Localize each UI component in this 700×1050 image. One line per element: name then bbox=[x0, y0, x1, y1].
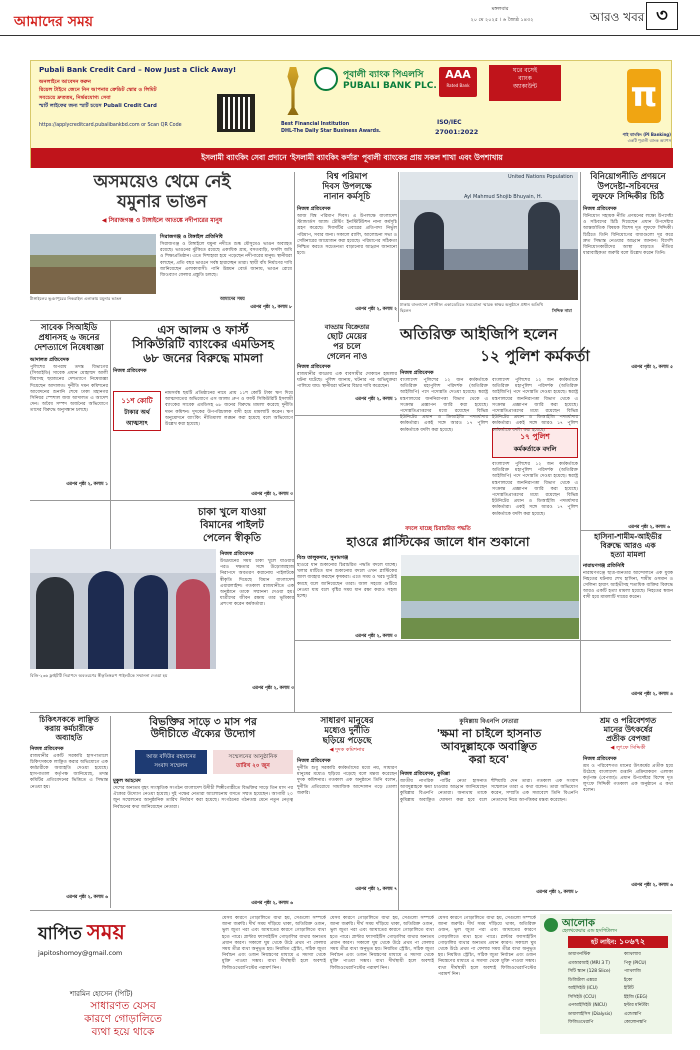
article-body: জাতীয় নাগরিক পার্টির নেতা হাসনাত আবদুল্লাহকে ক্ষমা চাওয়ার আহ্বান জানিয়েছেন কুমিল্লার বিএনপি নেতারা। অন্যথায় তাকে কুমিল্লায় অবাঞ্ছিত ঘোষণা করা হবে বলে হুঁশিয়ারি দেন তারা। গতকাল এক সংবাদ সম্মেলনে তারা এ কথা বলেন। তারা অভিযোগ করেন, সম্প্রতি এক সমাবেশে তিনি বিএনপি নেতাদের নিয়ে আপত্তিকর মন্তব্য করেছেন। bbox=[400, 778, 578, 803]
headline-3: লুফফে সিদ্দিকীর চিঠি bbox=[592, 192, 664, 203]
continued-label[interactable]: এরপর পৃষ্ঠা ২, কলাম ১ bbox=[66, 482, 108, 488]
service-item: ইকো bbox=[624, 977, 633, 983]
bank-emblem-icon bbox=[314, 67, 338, 91]
subheadline-text: সিরাজগঞ্জ ও টাঙ্গাইলে আতঙ্কে নদীপারের মানুষ bbox=[108, 217, 223, 225]
headline-3: ৬৮ জনের বিরুদ্ধে মামলা bbox=[143, 351, 263, 366]
headline: বিভক্তির সাড়ে ৩ মাস পর bbox=[149, 716, 257, 728]
photo-haor-field[interactable] bbox=[401, 555, 579, 639]
article-body: শ্রম ও পরিবেশগত মানের উৎকর্ষের প্রতীক হয়ে উঠেছে বাংলাদেশ রপ্তানি প্রক্রিয়াকরণ এলাকা কর্তৃপক্ষ (বেপজা)। প্রধান উপদেষ্টার বিশেষ দূত লুৎফে সিদ্দিকী গতকাল এক অনুষ্ঠানে এ কথা বলেন। bbox=[583, 763, 673, 794]
article-body: বাংলাদেশ পুলিশের ১২ জন কর্মকর্তাকে অতিরিক্ত মহাপুলিশ পরিদর্শক (অতিরিক্ত আইজিপি) পদে পদোন্নতি দেওয়া হয়েছে। স্বরাষ্ট্র মন্ত্রণালয়ের জননিরাপত্তা বিভাগ থেকে এ সংক্রান্ত প্রজ্ঞাপন জারি করা হয়েছে। পদোন্নতিপ্রাপ্তদের মধ্যে রয়েছেন বিভিন্ন ইউনিটের প্রধান ও ডিআইজি পদমর্যাদার কর্মকর্তারা। একই সঙ্গে আরও ১৭ পুলিশ কর্মকর্তাকে বদলি করা হয়েছে। bbox=[400, 378, 488, 433]
ad-award-1: Best Financial Institution bbox=[281, 122, 350, 127]
info-line-1: আজ বদিউর রহমানের bbox=[146, 754, 196, 760]
subheadline: ◀ লুৎফে সিদ্দিকী bbox=[610, 744, 646, 751]
service-item: প্যাথলজি bbox=[624, 969, 641, 974]
ad-url[interactable]: https://applycreditcard.pubalibankbd.com or Scan QR Code bbox=[39, 123, 182, 128]
photo-pilot[interactable] bbox=[30, 549, 216, 669]
continued-label[interactable]: এরপর পৃষ্ঠা ২, কলাম ১ bbox=[355, 396, 397, 402]
headline-3: পর চলে bbox=[333, 341, 361, 352]
headline-2: উদীচীতে ঐক্যের উদ্যোগ bbox=[150, 728, 256, 741]
headline-4: গেলেন নাও bbox=[326, 351, 368, 362]
headline-2: যমুনার ভাঙন bbox=[117, 192, 207, 213]
article-body: পুলিশের অপরাধ তদন্ত বিভাগের (সিআইডি) সাবেক প্রধান মোহাম্মদ আলী মিয়াসহ ছয়জনের দেশত্যাগে নিষেধাজ্ঞা দিয়েছেন আদালত। দুর্নীতি দমন কমিশনের আবেদনের শুনানি শেষে ঢাকা মহানগর সিনিয়র স্পেশাল জজ আদালত এ আদেশ দেন। অবৈধ সম্পদ অর্জনের অভিযোগে তাদের বিরুদ্ধে অনুসন্ধান চলছে। bbox=[30, 365, 108, 414]
byline: নারায়ণগঞ্জ প্রতিনিধি bbox=[583, 562, 625, 569]
service-item: ডায়ালাইসিস (Dialysis) bbox=[568, 1011, 612, 1017]
article-photo-un[interactable] bbox=[400, 172, 578, 322]
continued-label[interactable]: এরপর পৃষ্ঠা ২, কলাম ৮ bbox=[250, 305, 292, 310]
service-item: এন্ডোস্কপি bbox=[624, 1011, 642, 1017]
ad-bullet: স্মার্ট লাইফের জন্য স্মার্ট চয়েস Pubali Credit Card bbox=[39, 103, 157, 109]
continued-label[interactable]: এরপর পৃষ্ঠা ২, কলাম ৮ bbox=[536, 889, 578, 895]
service-item: এনআইসিইউ (NICU) bbox=[568, 1003, 607, 1008]
promo-line-3: অ্যাকাউন্ট bbox=[512, 83, 537, 90]
info-line-2: সংবাদ সম্মেলন bbox=[154, 763, 188, 769]
highlight-box bbox=[113, 391, 161, 431]
byline: নিজস্ব প্রতিবেদক bbox=[220, 551, 254, 557]
ad-bullet: সবচেয়ে দ্রুততম, নির্ভরযোগ্য সেবা bbox=[39, 95, 111, 101]
headline-3: করা হবে' bbox=[468, 752, 510, 766]
article-body: নামসর্বস্ব ছয়টি প্রতিষ্ঠানের নামে প্রায় ১১শ কোটি টাকা ঋণ দিয়ে আত্মসাতের অভিযোগে এস আলম গ্রুপ ও ফার্স্ট সিকিউরিটি ইসলামী ব্যাংকের সাবেক এমডিসহ ৬৮ জনের বিরুদ্ধে মামলা করেছে দুর্নীতি দমন কমিশন। দুদকের উপপরিচালক বাদী হয়ে মামলাটি করেন। ঋণ অনুমোদনে ব্যাংকিং নীতিমালা লঙ্ঘন করা হয়েছে বলে অভিযোগে উল্লেখ করা হয়েছে। bbox=[165, 391, 293, 428]
kicker: কুমিল্লায় বিএনপি নেতারা bbox=[459, 718, 519, 725]
headline-2: ছোট মেয়ের bbox=[327, 331, 367, 342]
rating-sub: Rated Bank bbox=[446, 83, 470, 88]
byline: নিজস্ব প্রতিবেদক bbox=[297, 363, 331, 370]
feature-body-2: যেসব কারণে গোড়ালিতে ব্যথা হয়, সেগুলো সম্পর্কে জানা জরুরি। দীর্ঘ সময় দাঁড়িয়ে থাকা, অতিরিক্ত ওজন, ভুল জুতা পরা এবং আঘাতের কারণে গোড়ালিতে ব্যথা হতে পারে। প্লান্টার ফ্যাসাইটিস গোড়ালির ব্যথার অন্যতম প্রধান কারণ। সকালে ঘুম থেকে উঠে প্রথম পা ফেলার সময় তীব্র ব্যথা অনুভূত হয়। নিয়মিত স্ট্রেচিং, সঠিক জুতা নির্বাচন এবং ওজন নিয়ন্ত্রণের মাধ্যমে এ সমস্যা থেকে মুক্তি পাওয়া সম্ভব। ব্যথা দীর্ঘস্থায়ী হলে অবশ্যই ফিজিওথেরাপিস্টের পরামর্শ নিন। bbox=[330, 916, 434, 971]
ad-award-2: DHL-The Daily Star Business Awards. bbox=[281, 129, 381, 134]
ad-bullet: অনলাইনে আবেদন করুন bbox=[39, 79, 91, 85]
continued-label[interactable]: এরপর পৃষ্ঠা ২, কলাম ৬ bbox=[251, 901, 293, 906]
continued-label[interactable]: এরপর পৃষ্ঠা ২, কলাম ৬ bbox=[66, 894, 108, 900]
headline: এস আলম ও ফার্স্ট bbox=[157, 323, 249, 337]
headline: বিশ্ব পরিমাপ bbox=[326, 172, 368, 182]
article-body: হাওরে ধান শুকানোর চিরাচরিত পদ্ধতি বদলে যাচ্ছে। খলার মাটিতে ধান শুকানোর বদলে এখন প্লাস্টিকের জাল ব্যবহার করছেন কৃষকরা। এতে সময় ও খরচ দুটোই কমছে বলে জানিয়েছেন তারা। জাল সহজে গুটিয়ে নেওয়া যায় বলে বৃষ্টির সময় ধান রক্ষা করাও সহজ হচ্ছে। bbox=[297, 563, 397, 600]
headline-3: নানান কর্মসূচি bbox=[323, 192, 371, 203]
person-2 bbox=[88, 571, 124, 669]
article-body: সিরাজগঞ্জ ও টাঙ্গাইলে যমুনা নদীতে শুষ্ক মৌসুমেও ভাঙন অব্যাহত রয়েছে। ভাঙনের ঝুঁকিতে রয়েছে একাধিক গ্রাম, বসতবাড়ি, ফসলি জমি ও শিক্ষাপ্রতিষ্ঠান। এতে দিশাহারা হয়ে পড়েছেন নদীপারের মানুষ। স্থানীয়রা বলছেন, প্রতি বছর ভাঙনে সর্বস্ব হারাচ্ছেন তারা। স্থায়ী বাঁধ নির্মাণের দাবি জানিয়েছেন এলাকাবাসী। পানি উন্নয়ন বোর্ড জানায়, ভাঙন রোধে জিওব্যাগ ফেলার প্রস্তুতি চলছে। bbox=[160, 242, 292, 279]
service-item: কোলোনস্কপি bbox=[624, 1020, 647, 1025]
ad-bank-bn: পূবালী ব্যাংক পিএলসি bbox=[343, 70, 424, 80]
continued-label[interactable]: এরপর পৃষ্ঠা ২, কলাম ৬ bbox=[631, 882, 673, 888]
article-udichi[interactable] bbox=[113, 716, 293, 908]
masthead-date-day: মঙ্গলবার bbox=[491, 6, 509, 12]
article-badda[interactable] bbox=[297, 324, 397, 414]
headline-3: অব্যাহতি bbox=[55, 732, 83, 742]
headline: হাসিনা-শামীম-আইভীর bbox=[594, 532, 662, 541]
person-3 bbox=[134, 575, 168, 669]
continued-label[interactable]: এরপর পৃষ্ঠা ২, কলাম ৩ bbox=[252, 686, 294, 691]
section-title: আরও খবর bbox=[590, 10, 645, 24]
photo-caption: টাঙ্গাইলের ভূঞাপুরের নিকরাইল এলাকায় যমুনার ভাঙন bbox=[30, 296, 122, 301]
headline-2: বিরুদ্ধে আরও এক bbox=[600, 540, 656, 550]
headline-2: মধ্যেও দুর্নীতি bbox=[324, 726, 370, 737]
byline: আদালত প্রতিবেদক bbox=[30, 357, 69, 364]
continued-label[interactable]: এরপর পৃষ্ঠা ২, কলাম ২ bbox=[355, 307, 397, 313]
promo-line-1: ঘরে বসেই bbox=[512, 67, 538, 74]
photo-caption: বিজি-২৩৬ ফ্লাইটটি নিরাপদে অবতরণের স্বীকৃতিস্বরূপ পাইলটকে সম্মাননা দেওয়া হয় bbox=[30, 673, 168, 678]
quote-line-2: কারণে গোড়ালিতে bbox=[84, 1013, 162, 1025]
hotline-label: হট লাইন: bbox=[590, 938, 617, 946]
headline-2: ১২ পুলিশ কর্মকর্তা bbox=[480, 347, 590, 365]
service-item: ডায়াগনস্টিক bbox=[568, 952, 591, 957]
headline-2: করায় কর্মচারীকে bbox=[44, 723, 94, 733]
article-hasina-murder-case[interactable] bbox=[583, 533, 673, 711]
headline: হাওরে প্লাস্টিকের জালে ধান শুকানো bbox=[346, 534, 530, 549]
article-body: উড্ডয়নের সময় চাকা খুলে যাওয়ার পরও দক্ষতার সঙ্গে উড়োজাহাজ নিরাপদে অবতরণ করানোয় পাইলটকে স্বীকৃতি দিয়েছে বিমান বাংলাদেশ এয়ারলাইন্স। গতকাল রাজধানীতে এক অনুষ্ঠানে তাকে সম্মাননা দেওয়া হয়। যাত্রীদের জীবন রক্ষায় তার ভূমিকার প্রশংসা করেন কর্মকর্তারা। bbox=[220, 559, 294, 608]
article-haor-paddy[interactable] bbox=[297, 525, 579, 640]
highlight-line-1: ১১শ কোটি bbox=[121, 397, 153, 405]
qr-code-icon[interactable] bbox=[217, 94, 255, 132]
byline: মুকুল আহমেদ bbox=[113, 778, 141, 784]
article-pilot-recognition[interactable] bbox=[30, 503, 294, 711]
ad-bullets bbox=[39, 78, 239, 110]
masthead-date: ২০ মে ২০২৫ । ৬ জ্যৈষ্ঠ ১৪৩২ bbox=[470, 17, 534, 23]
highlight-line-3: আত্মসাৎ bbox=[126, 420, 148, 427]
article-corruption[interactable] bbox=[297, 716, 397, 908]
headline: অতিরিক্ত আইজিপি হলেন bbox=[400, 325, 558, 343]
headline: বাড্ডায় বিক্রেতার bbox=[324, 323, 370, 331]
byline: নিজস্ব প্রতিবেদক, কুমিল্লা bbox=[400, 770, 450, 777]
table bbox=[400, 270, 578, 300]
article-body-2: বাংলাদেশ পুলিশের ১২ জন কর্মকর্তাকে অতিরিক্ত মহাপুলিশ পরিদর্শক (অতিরিক্ত আইজিপি) পদে পদোন্নতি দেওয়া হয়েছে। স্বরাষ্ট্র মন্ত্রণালয়ের জননিরাপত্তা বিভাগ থেকে এ সংক্রান্ত প্রজ্ঞাপন জারি করা হয়েছে। পদোন্নতিপ্রাপ্তদের মধ্যে রয়েছেন বিভিন্ন ইউনিটের প্রধান ও ডিআইজি পদমর্যাদার কর্মকর্তারা। একই সঙ্গে আরও ১৭ পুলিশ কর্মকর্তাকে বদলি করা হয়েছে। bbox=[492, 378, 578, 433]
info-box-press bbox=[135, 750, 207, 774]
feature-email[interactable]: japitoshomoy@gmail.com bbox=[38, 949, 123, 957]
ad-title: Pubali Bank Credit Card – Now Just a Click Away! bbox=[39, 65, 237, 74]
headline: চিকিৎসককে লাঞ্ছিত bbox=[39, 715, 99, 724]
pi-caption-2: একটি পূবালী ব্যাংক অ্যাপস bbox=[627, 138, 671, 143]
service-item: ক্যাথল্যাব bbox=[624, 952, 641, 957]
headline: অসময়েও থেমে নেই bbox=[93, 172, 231, 192]
subheadline-text: দুদক কমিশনার bbox=[335, 747, 365, 754]
headline: 'ক্ষমা না চাইলে হাসনাত bbox=[436, 727, 542, 740]
info-box-date bbox=[213, 750, 293, 774]
subheadline: ◀ সিরাজগঞ্জ ও টাঙ্গাইলে আতঙ্কে নদীপারের মানুষ bbox=[101, 217, 223, 225]
continued-label[interactable]: এরপর পৃষ্ঠা ২, কলাম ৫ bbox=[631, 365, 673, 371]
headline-2: দিবস উপলক্ষে bbox=[322, 182, 372, 193]
continued-label[interactable]: এরপর পৃষ্ঠা ২, কলাম ৩ bbox=[251, 492, 293, 497]
headline: সাবেক সিআইডি bbox=[40, 323, 98, 333]
article-body: আজ বিশ্ব পরিমাপ দিবস। এ উপলক্ষে বাংলাদেশ স্ট্যান্ডার্ডস অ্যান্ড টেস্টিং ইনস্টিটিউশন নানা কর্মসূচি গ্রহণ করেছে। দিবসটির এবারের প্রতিপাদ্য নির্ভুল পরিমাপ, সবার জন্য। সকালে র‌্যালি, আলোচনা সভা ও সেমিনারের আয়োজন করা হয়েছে। পরিমাপের সঠিকতা নিশ্চিত করতে সচেতনতা বাড়ানোর আহ্বান জানানো হবে। bbox=[297, 214, 397, 257]
person-1 bbox=[36, 577, 74, 669]
article-bepza[interactable] bbox=[583, 716, 673, 908]
byline-credit: আমাদের সময় bbox=[220, 297, 245, 302]
hotline-number: ১০৬৭২ bbox=[619, 937, 646, 946]
services-left bbox=[568, 951, 620, 1028]
ad-strip: ইসলামী ব্যাংকিং সেবা প্রদানে 'ইসলামী ব্যাংকিং কর্ণার' পূবালী ব্যাংকের প্রায় সকল শাখা এবং উপশাখায় bbox=[31, 148, 673, 168]
feature-brand-2: সময় bbox=[86, 920, 125, 944]
byline: বিশু তালুকদার, সুনামগঞ্জ bbox=[297, 555, 349, 561]
headline-2: প্রধানসহ ৬ জনের bbox=[38, 333, 100, 344]
kicker: বদলে যাচ্ছে চিরাচরিত পদ্ধতি bbox=[405, 526, 471, 532]
continued-label[interactable]: এরপর পৃষ্ঠা ২, কলাম ৬ bbox=[628, 525, 670, 530]
feature-brand-1: যাপিত bbox=[38, 924, 82, 944]
promo-box bbox=[489, 65, 561, 101]
info-line-2: তারিখ ২০ জুন bbox=[236, 763, 270, 769]
headline-2: বিমানের পাইলট bbox=[200, 520, 264, 531]
headline: সাধারণ মানুষের bbox=[320, 716, 374, 726]
headline-3: পেলেন স্বীকৃতি bbox=[202, 533, 262, 544]
headline: বিনিয়োগনীতি প্রণয়নে bbox=[590, 172, 666, 182]
continued-label[interactable]: এরপর পৃষ্ঠা ২, কলাম ৭ bbox=[355, 887, 397, 893]
feature-body-3: যেসব কারণে গোড়ালিতে ব্যথা হয়, সেগুলো সম্পর্কে জানা জরুরি। দীর্ঘ সময় দাঁড়িয়ে থাকা, অতিরিক্ত ওজন, ভুল জুতা পরা এবং আঘাতের কারণে গোড়ালিতে ব্যথা হতে পারে। প্লান্টার ফ্যাসাইটিস গোড়ালির ব্যথার অন্যতম প্রধান কারণ। সকালে ঘুম থেকে উঠে প্রথম পা ফেলার সময় তীব্র ব্যথা অনুভূত হয়। নিয়মিত স্ট্রেচিং, সঠিক জুতা নির্বাচন এবং ওজন নিয়ন্ত্রণের মাধ্যমে এ সমস্যা থেকে মুক্তি পাওয়া সম্ভব। ব্যথা দীর্ঘস্থায়ী হলে অবশ্যই ফিজিওথেরাপিস্টের পরামর্শ নিন। bbox=[438, 916, 536, 977]
article-body: নারায়ণগঞ্জে ছাত্র-জনতার আন্দোলনে এক যুবক নিহতের ঘটনায় শেখ হাসিনা, শামীম ওসমান ও সেলিনা হায়াৎ আইভীসহ শতাধিক ব্যক্তির বিরুদ্ধে আরও একটি হত্যা মামলা হয়েছে। নিহতের স্বজন বাদী হয়ে মামলাটি দায়ের করেন। bbox=[583, 570, 673, 601]
quote-line-3: ব্যথা হয়ে থাকে bbox=[91, 1026, 155, 1038]
article-body: দুর্নীতি শুধু সরকারি কর্মকর্তাদের মধ্যে নয়, সাধারণ মানুষের মধ্যেও ছড়িয়ে পড়েছে বলে মন্তব্য করেছেন দুদক কমিশনার। গতকাল এক অনুষ্ঠানে তিনি বলেন, দুর্নীতি প্রতিরোধে সামাজিক আন্দোলন গড়ে তোলা জরুরি। bbox=[297, 766, 397, 796]
headline-3: ছড়িয়ে পড়েছে bbox=[322, 736, 372, 747]
services-right bbox=[624, 951, 670, 1028]
article-cid-travel-ban[interactable] bbox=[30, 323, 108, 499]
service-item: ডিজিটাল এক্সরে bbox=[568, 977, 597, 983]
article-body: রাজধানীর একটি সরকারি হাসপাতালে চিকিৎসককে লাঞ্ছিত করার অভিযোগে এক কর্মচারীকে অব্যাহতি দেওয়া হয়েছে। হাসপাতাল কর্তৃপক্ষ জানিয়েছে, তদন্ত কমিটির প্রতিবেদনের ভিত্তিতে এ সিদ্ধান্ত নেওয়া হয়। bbox=[30, 753, 108, 790]
byline: নিজস্ব প্রতিবেদক bbox=[30, 745, 64, 752]
headline-2: আবদুল্লাহকে অবাঞ্ছিত bbox=[441, 739, 537, 753]
headline-2: উপদেষ্টা-সচিবদের bbox=[597, 182, 659, 193]
highlight-line-2: কর্মকর্তাকে বদলি bbox=[513, 445, 557, 453]
rating-value: AAA bbox=[445, 68, 471, 81]
highlight-line-2: টাকার অর্থ bbox=[124, 409, 150, 416]
page-number: ৩ bbox=[646, 2, 678, 30]
trophy-icon bbox=[285, 67, 301, 115]
feature-body: যেসব কারণে গোড়ালিতে ব্যথা হয়, সেগুলো সম্পর্কে জানা জরুরি। দীর্ঘ সময় দাঁড়িয়ে থাকা, অতিরিক্ত ওজন, ভুল জুতা পরা এবং আঘাতের কারণে গোড়ালিতে ব্যথা হতে পারে। প্লান্টার ফ্যাসাইটিস গোড়ালির ব্যথার অন্যতম প্রধান কারণ। সকালে ঘুম থেকে উঠে প্রথম পা ফেলার সময় তীব্র ব্যথা অনুভূত হয়। নিয়মিত স্ট্রেচিং, সঠিক জুতা নির্বাচন এবং ওজন নিয়ন্ত্রণের মাধ্যমে এ সমস্যা থেকে মুক্তি পাওয়া সম্ভব। ব্যথা দীর্ঘস্থায়ী হলে অবশ্যই ফিজিওথেরাপিস্টের পরামর্শ নিন। bbox=[222, 916, 326, 971]
photo-signing[interactable] bbox=[400, 172, 578, 300]
byline: নিজস্ব প্রতিবেদক bbox=[583, 206, 617, 213]
photo-banner-text: United Nations Population bbox=[508, 174, 573, 180]
hospital-sub: হেলথকেয়ার এন্ড হসপিটালস bbox=[562, 929, 617, 934]
masthead-logo[interactable]: আমাদের সময় bbox=[14, 14, 93, 30]
service-item: ফিজিওথেরাপি bbox=[568, 1020, 594, 1025]
article-body: দেশের অন্যতম বৃহৎ সাংস্কৃতিক সংগঠন বাংলাদেশ উদীচী শিল্পীগোষ্ঠীতে বিভক্তির সাড়ে তিন মাস পর ঐক্যের উদ্যোগ নেওয়া হয়েছে। দুই পক্ষের নেতারা আলোচনায় বসতে সম্মত হয়েছেন। আগামী ২০ জুন সম্মেলনের আনুষ্ঠানিক তারিখ নির্ধারণ করা হয়েছে। সংগঠনের গঠনতন্ত্র মেনে নতুন নেতৃত্ব নির্বাচনের কথা জানিয়েছেন নেতারা। bbox=[113, 786, 293, 810]
service-item: হল্টার মনিটরিং bbox=[624, 1003, 650, 1008]
person-4 bbox=[176, 579, 210, 669]
headline-3: দেশত্যাগে নিষেধাজ্ঞা bbox=[34, 343, 104, 354]
service-item: আইসিইউ (ICU) bbox=[568, 986, 598, 991]
article-metrology-day[interactable] bbox=[297, 172, 397, 322]
photo-caption: ঢাকায় বাংলাদেশ পোস্টাল একাডেমিতে সমঝোতা স্মারক স্বাক্ষর অনুষ্ঠানে প্রধান অতিথি ছিলেন bbox=[400, 302, 544, 313]
article-s-alam-case[interactable] bbox=[113, 323, 293, 499]
ad-alok-hospital[interactable] bbox=[540, 914, 672, 1034]
highlight-line-1: ১৭ পুলিশ bbox=[520, 432, 550, 441]
headline-2: মানের উৎকর্ষের bbox=[603, 725, 653, 735]
pi-logo-icon: π bbox=[627, 69, 661, 123]
continued-label[interactable]: এরপর পৃষ্ঠা ২, কলাম ৪ bbox=[631, 691, 673, 697]
headline-3: প্রতীক বেপজা bbox=[605, 734, 651, 744]
feature-japito-somoy[interactable] bbox=[30, 912, 672, 1036]
feature-quote bbox=[30, 1000, 216, 1039]
photo-river-erosion[interactable] bbox=[30, 234, 156, 294]
article-comilla-bnp[interactable] bbox=[400, 716, 578, 908]
headline: চাকা খুলে যাওয়া bbox=[197, 507, 266, 518]
quote-line-1: সাধারণত যেসব bbox=[90, 1000, 156, 1012]
iso-line-1: ISO/IEC bbox=[437, 119, 462, 126]
info-line-1: সম্মেলনের আনুষ্ঠানিক bbox=[228, 754, 278, 760]
byline: সিরাজগঞ্জ ও টাঙ্গাইল প্রতিনিধি bbox=[160, 234, 223, 240]
service-item: সিটি স্ক্যান (128 Slice) bbox=[568, 969, 611, 974]
service-item: পিকু (PICU) bbox=[624, 960, 647, 966]
subheadline: ◀ দুদক কমিশনার bbox=[329, 747, 365, 754]
photo-banner-text-2: Ayl Mahmud Shojib Bhuyain, H. bbox=[464, 194, 543, 200]
byline: নিজস্ব প্রতিবেদক bbox=[297, 758, 331, 765]
hospital-logo-icon bbox=[544, 918, 558, 932]
article-body: বিনিয়োগ সহায়ক নীতি প্রণয়নের লক্ষ্যে উপদেষ্টা ও সচিবদের চিঠি দিয়েছেন প্রধান উপদেষ্টার আন্তর্জাতিক বিষয়ক বিশেষ দূত লুফফে সিদ্দিকী। চিঠিতে তিনি বিনিয়োগের বাধাগুলো দূর করে দ্রুত সিদ্ধান্ত নেওয়ার আহ্বান জানান। বিদেশি বিনিয়োগকারীদের আস্থা বাড়াতে নীতির ধারাবাহিকতা জরুরি বলে উল্লেখ করেন তিনি। bbox=[583, 214, 673, 257]
service-item: সিসিইউ (CCU) bbox=[568, 994, 597, 1000]
service-item: ইইজি (EEG) bbox=[624, 994, 648, 1000]
service-item: এমআরআই (MRI 3 T) bbox=[568, 960, 610, 966]
rating-badge bbox=[439, 67, 477, 97]
pi-caption-1: পাই ব্যাংকিং (PI Banking) bbox=[622, 132, 671, 137]
byline: নিজস্ব প্রতিবেদক bbox=[400, 370, 434, 376]
iso-line-2: 27001:2022 bbox=[435, 128, 479, 136]
hospital-name: আলোক bbox=[562, 918, 596, 929]
article-jamuna[interactable] bbox=[30, 172, 294, 320]
service-item: ইটিটি bbox=[624, 986, 634, 991]
ad-bullet: রিয়েল টাইমে জেনে নিন আপনার ক্রেডিট স্কোর ও লিমিট bbox=[39, 87, 157, 93]
byline: নিজস্ব প্রতিবেদক bbox=[297, 206, 331, 213]
feature-author: শারমিন হোসেন (পিটি) bbox=[70, 990, 133, 998]
masthead bbox=[0, 0, 700, 36]
headline-2: সিকিউরিটি ব্যাংকের এমডিসহ bbox=[132, 337, 274, 352]
article-doctor-assault[interactable] bbox=[30, 716, 108, 908]
hotline-bar[interactable] bbox=[568, 936, 668, 948]
article-body: রাজধানীর বাড্ডায় এক ব্যবসায়ীর দোকানে হামলার ঘটনা ঘটেছে। পুলিশ জানায়, ঘটনার পর অভিযুক্তরা পালিয়ে যায়। স্থানীয়রা ঘটনার বিচার দাবি করেছেন। bbox=[297, 371, 397, 389]
headline-3: হত্যা মামলা bbox=[610, 549, 646, 559]
byline: নিজস্ব প্রতিবেদক bbox=[113, 368, 147, 375]
article-body-3: বাংলাদেশ পুলিশের ১২ জন কর্মকর্তাকে অতিরিক্ত মহাপুলিশ পরিদর্শক (অতিরিক্ত আইজিপি) পদে পদোন্নতি দেওয়া হয়েছে। স্বরাষ্ট্র মন্ত্রণালয়ের জননিরাপত্তা বিভাগ থেকে এ সংক্রান্ত প্রজ্ঞাপন জারি করা হয়েছে। পদোন্নতিপ্রাপ্তদের মধ্যে রয়েছেন বিভিন্ন ইউনিটের প্রধান ও ডিআইজি পদমর্যাদার কর্মকর্তারা। একই সঙ্গে আরও ১৭ পুলিশ কর্মকর্তাকে বদলি করা হয়েছে। bbox=[492, 462, 578, 517]
headline: শ্রম ও পরিবেশগত bbox=[599, 716, 657, 725]
ad-bank-en: PUBALI BANK PLC. bbox=[343, 81, 437, 91]
byline-credit: সিদ্দিক নামা bbox=[552, 308, 572, 313]
promo-line-2: ব্যাংক bbox=[518, 75, 532, 82]
subheadline-text: লুৎফে সিদ্দিকী bbox=[616, 744, 646, 751]
continued-label[interactable]: এরপর পৃষ্ঠা ২, কলাম ৩ bbox=[355, 634, 397, 639]
byline: নিজস্ব প্রতিবেদক bbox=[583, 755, 617, 762]
ad-pubali-bank[interactable] bbox=[30, 60, 672, 168]
